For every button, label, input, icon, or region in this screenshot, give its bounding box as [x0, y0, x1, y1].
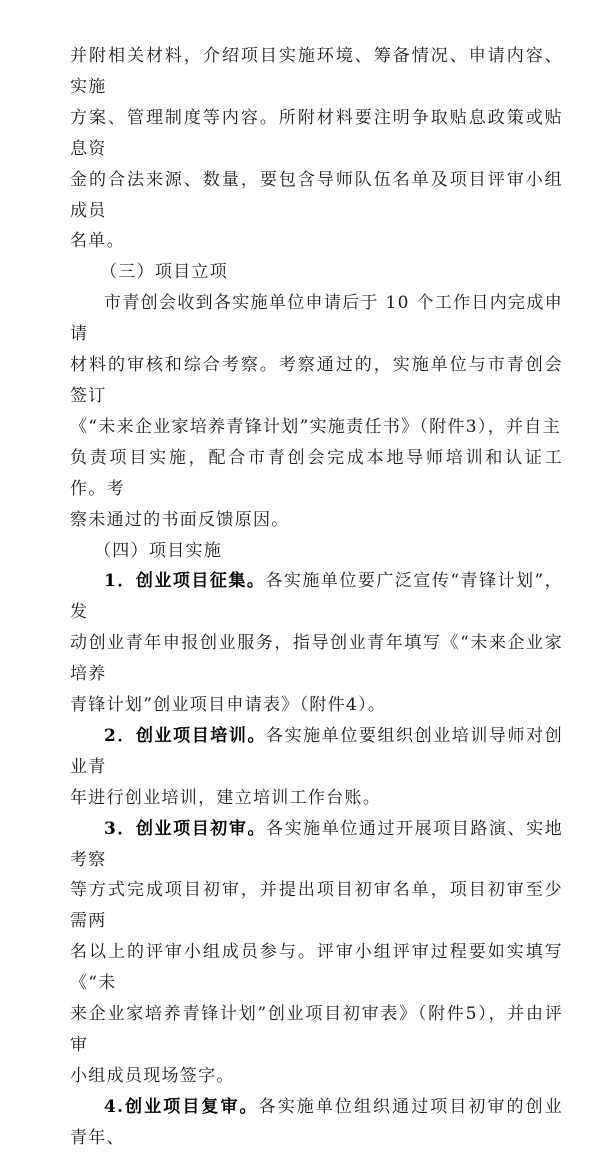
item-project-collection [70, 566, 563, 721]
text-line: 年进行创业培训，建立培训工作台账。 [70, 787, 382, 808]
text-line: 小组成员现场签字。 [70, 1065, 235, 1086]
text-line: 动创业青年申报创业服务，指导创业青年填写《“未来企业家培养 [70, 633, 563, 685]
item-project-preliminary-review [70, 814, 563, 1092]
text-line: 等方式完成项目初审，并提出项目初审名单，项目初审至少需两 [70, 880, 563, 932]
paragraph-materials [70, 41, 563, 257]
text-line: 来企业家培养青锋计划”创业项目初审表》（附件5），并由评审 [70, 1004, 563, 1055]
item-title: 2．创业项目培训。 [104, 725, 267, 746]
item-text: 各实施单位要广泛宣传“青锋计划”，发 [70, 571, 563, 623]
item-text: 各实施单位组织通过项目初审的创业青年、 [70, 1096, 563, 1148]
text-line: 并附相关材料，介绍项目实施环境、筹备情况、申请内容、实施 [70, 46, 563, 97]
item-title: 4.创业项目复审。 [104, 1096, 259, 1117]
item-text: 各实施单位通过开展项目路演、实地考察 [70, 818, 563, 870]
text-line [70, 814, 563, 876]
text-line [70, 721, 563, 783]
item-title: 3．创业项目初审。 [104, 818, 267, 839]
text-line: 金的合法来源、数量，要包含导师队伍名单及项目评审小组成员 [70, 169, 563, 221]
text-line: 《“未来企业家培养青锋计划”实施责任书》（附件3），并自主 [70, 416, 561, 437]
item-text: 各实施单位要组织创业培训导师对创业青 [70, 725, 563, 777]
item-project-re-review [70, 1092, 563, 1154]
text-line: 察未通过的书面反馈原因。 [70, 509, 290, 530]
text-line: 青锋计划”创业项目申请表》（附件4）。 [70, 695, 387, 716]
text-line: 方案、管理制度等内容。所附材料要注明争取贴息政策或贴息资 [70, 107, 563, 159]
paragraph-approval [70, 288, 563, 535]
item-title: 1．创业项目征集。 [104, 571, 266, 592]
text-line: 名单。 [70, 231, 125, 252]
text-line: 名以上的评审小组成员参与。评审小组评审过程要如实填写《“未 [70, 942, 563, 994]
section-heading-project-approval: （三）项目立项 [100, 262, 229, 283]
text-line [70, 566, 563, 628]
section-heading-project-implementation: （四）项目实施 [94, 540, 223, 561]
item-project-training [70, 721, 563, 814]
text-line [70, 1092, 563, 1154]
text-line: 材料的审核和综合考察。考察通过的，实施单位与市青创会签订 [70, 355, 563, 406]
text-line: 负责项目实施，配合市青创会完成本地导师培训和认证工作。考 [70, 447, 563, 499]
text-line: 市青创会收到各实施单位申请后于 10 个工作日内完成申请 [70, 293, 563, 345]
